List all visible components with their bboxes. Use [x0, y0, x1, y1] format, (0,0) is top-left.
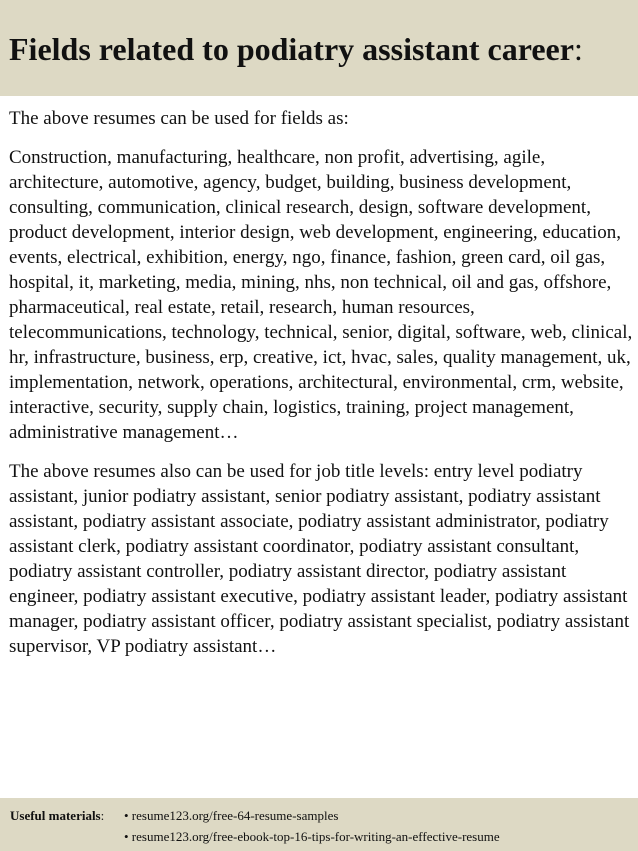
main-content	[9, 106, 633, 659]
page-title	[9, 29, 583, 69]
intro-text: The above resumes can be used for fields as:	[9, 108, 349, 129]
useful-materials-label-colon: :	[100, 808, 105, 823]
resource-link-resume-samples[interactable]: • resume123.org/free-64-resume-samples	[124, 808, 339, 823]
page-title-text: Fields related to podiatry assistant career	[9, 31, 574, 67]
useful-materials-label-text: Useful materials	[10, 808, 101, 823]
page-title-colon: :	[573, 31, 583, 67]
footer	[0, 798, 638, 851]
job-levels-text: The above resumes also can be used for job title levels: entry level podiatry assistant, junior podiatry assistant, senior podiatry assistant, podiatry assistant assistant, podiatry assistant associate, podiatry assistant administrator, podiatry assistant clerk, podiatry assistant coordinator, podiatry assistant consultant, podiatry assistant controller, podiatry assistant director, podiatry assistant engineer, podiatry assistant executive, podiatry assistant leader, podiatry assistant manager, podiatry assistant officer, podiatry assistant specialist, podiatry assistant supervisor, VP podiatry assistant…	[9, 461, 630, 657]
fields-list: Construction, manufacturing, healthcare, non profit, advertising, agile, architecture, automotive, agency, budget, building, business development, consulting, communication, clinical research, design, software development, product development, interior design, web development, engineering, education, events, electrical, exhibition, energy, ngo, finance, fashion, green card, oil gas, hospital, it, marketing, media, mining, nhs, non technical, oil and gas, offshore, pharmaceutical, real estate, retail, research, human resources, telecommunications, technology, technical, senior, digital, software, web, clinical, hr, infrastructure, business, erp, creative, ict, hvac, sales, quality management, uk, implementation, network, operations, architectural, environmental, crm, website, interactive, security, supply chain, logistics, training, project management, administrative management…	[9, 147, 633, 443]
resource-link-ebook-tips[interactable]: • resume123.org/free-ebook-top-16-tips-for-writing-an-effective-resume	[124, 829, 500, 844]
useful-materials-label	[10, 806, 104, 826]
title-bar	[0, 0, 638, 96]
